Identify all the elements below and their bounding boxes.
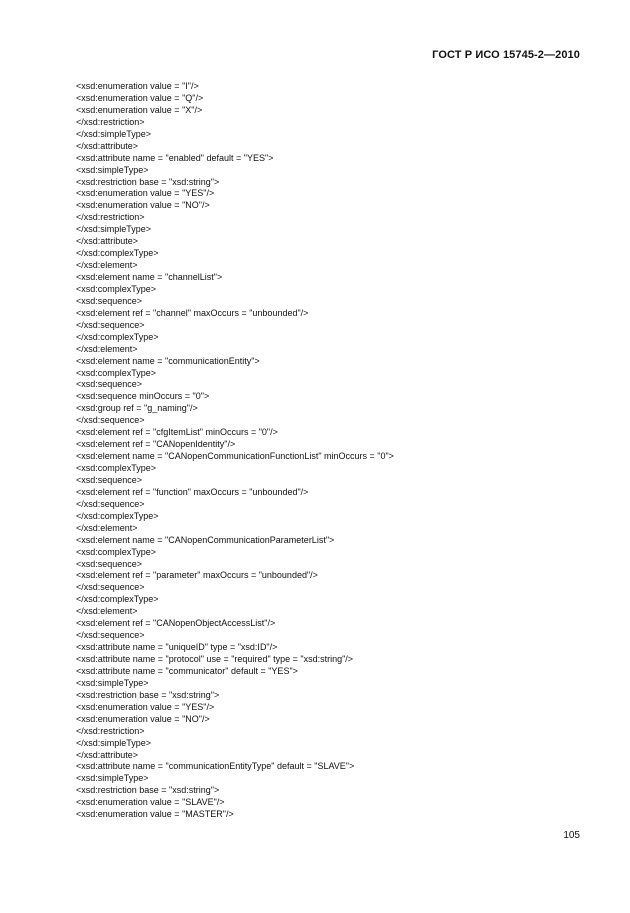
code-line: <xsd:element ref = "cfgItemList" minOccurs = "0"/> [76, 427, 278, 438]
code-line: </xsd:complexType> [76, 510, 159, 521]
code-line: <xsd:element name = "channelList"> [76, 272, 223, 282]
page-number: 105 [563, 830, 580, 841]
code-line: <xsd:sequence> [76, 295, 143, 306]
code-line: <xsd:enumeration value = "I"/> [76, 81, 199, 91]
code-line: </xsd:attribute> [76, 749, 139, 760]
code-line: </xsd:restriction> [76, 116, 145, 127]
code-line: <xsd:sequence minOccurs = "0"> [76, 391, 210, 402]
code-line: <xsd:restriction base = "xsd:string"> [76, 176, 220, 187]
code-line: </xsd:element> [76, 343, 138, 354]
code-line: <xsd:attribute name = "protocol" use = "required" type = "xsd:string"/> [76, 654, 354, 664]
code-line: </xsd:restriction> [76, 212, 145, 223]
code-line: </xsd:attribute> [76, 236, 139, 247]
code-line: <xsd:element ref = "parameter" maxOccurs = "unbounded"/> [76, 570, 318, 581]
code-line: <xsd:simpleType> [76, 677, 149, 688]
code-line: <xsd:complexType> [76, 367, 157, 378]
code-line: <xsd:element name = "CANopenCommunicationParameterList"> [76, 534, 335, 545]
code-line: </xsd:sequence> [76, 498, 145, 509]
code-line: </xsd:complexType> [76, 594, 159, 605]
code-line: <xsd:simpleType> [76, 164, 149, 175]
code-line: <xsd:element ref = "channel" maxOccurs = "unbounded"/> [76, 307, 309, 318]
code-line: <xsd:enumeration value = "X"/> [76, 104, 203, 115]
code-line: </xsd:element> [76, 260, 138, 271]
code-line: <xsd:enumeration value = "NO"/> [76, 200, 210, 211]
code-line: <xsd:complexType> [76, 463, 157, 473]
code-line: <xsd:group ref = "g_naming"/> [76, 403, 198, 414]
code-line: </xsd:restriction> [76, 725, 145, 736]
code-line: <xsd:restriction base = "xsd:string"> [76, 785, 220, 796]
code-line: <xsd:element ref = "CANopenObjectAccessList"/> [76, 618, 276, 629]
code-line: <xsd:attribute name = "enabled" default = "YES"> [76, 152, 274, 163]
code-line: <xsd:simpleType> [76, 773, 149, 784]
code-line: <xsd:enumeration value = "MASTER"/> [76, 809, 234, 820]
code-line: <xsd:element ref = "CANopenIdentity"/> [76, 439, 236, 450]
code-line: </xsd:element> [76, 606, 138, 617]
code-line: </xsd:sequence> [76, 415, 145, 426]
code-line: </xsd:complexType> [76, 331, 159, 342]
code-line: </xsd:attribute> [76, 140, 139, 151]
code-line: <xsd:complexType> [76, 283, 157, 294]
code-line: <xsd:element ref = "function" maxOccurs = "unbounded"/> [76, 486, 309, 497]
page-header-standard-code: ГОСТ Р ИСО 15745-2—2010 [432, 49, 580, 61]
code-line: <xsd:sequence> [76, 474, 143, 485]
code-line: </xsd:simpleType> [76, 128, 152, 139]
code-line: <xsd:attribute name = "uniqueID" type = "xsd:ID"/> [76, 642, 278, 653]
code-line: <xsd:enumeration value = "SLAVE"/> [76, 797, 225, 808]
code-line: <xsd:sequence> [76, 379, 143, 390]
xsd-code-listing [76, 81, 576, 821]
code-line: <xsd:sequence> [76, 558, 143, 569]
code-line: </xsd:complexType> [76, 248, 159, 259]
code-line: </xsd:simpleType> [76, 737, 152, 748]
code-line: </xsd:sequence> [76, 319, 145, 330]
code-line: <xsd:restriction base = "xsd:string"> [76, 689, 220, 700]
code-line: </xsd:sequence> [76, 630, 145, 641]
code-line: <xsd:enumeration value = "YES"/> [76, 701, 215, 712]
code-line: <xsd:attribute name = "communicationEntityType" default = "SLAVE"> [76, 761, 355, 772]
code-line: <xsd:enumeration value = "NO"/> [76, 713, 210, 724]
code-line: <xsd:element name = "CANopenCommunicationFunctionList" minOccurs = "0"> [76, 451, 394, 462]
code-line: </xsd:sequence> [76, 582, 145, 593]
code-line: </xsd:element> [76, 522, 138, 533]
code-line: </xsd:simpleType> [76, 224, 152, 235]
code-line: <xsd:attribute name = "communicator" default = "YES"> [76, 665, 298, 676]
code-line: <xsd:enumeration value = "Q"/> [76, 92, 204, 103]
code-line: <xsd:complexType> [76, 546, 157, 557]
code-line: <xsd:element name = "communicationEntity"> [76, 355, 260, 366]
code-line: <xsd:enumeration value = "YES"/> [76, 188, 215, 199]
